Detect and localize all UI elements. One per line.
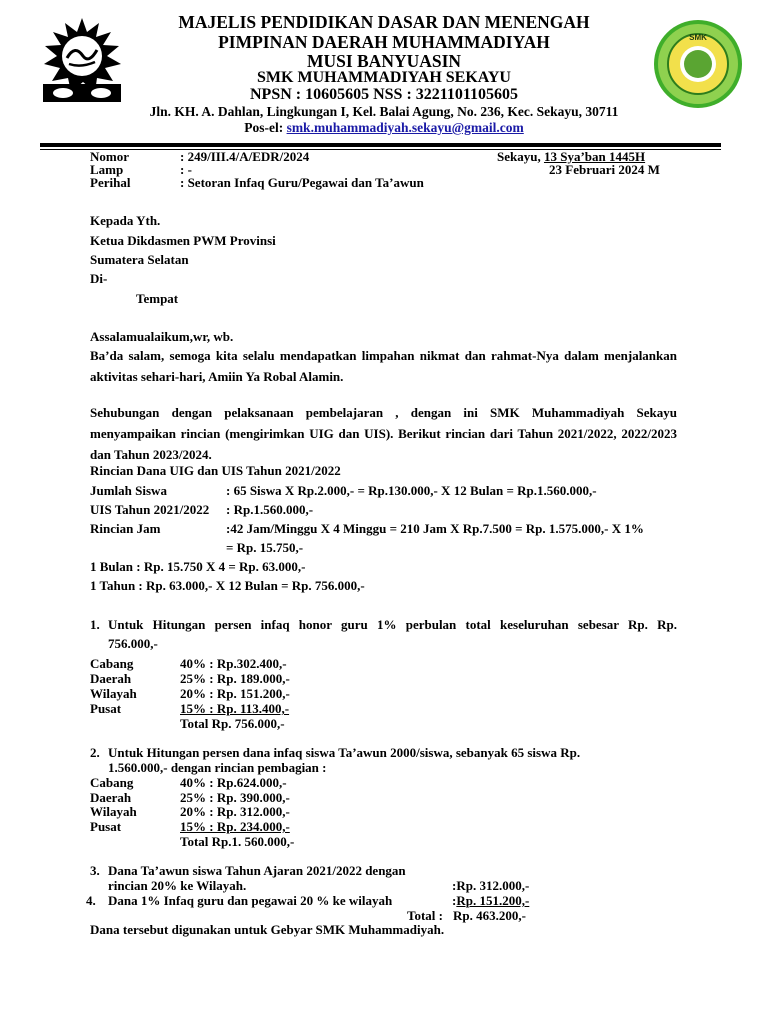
recipient-line-3: Sumatera Selatan — [90, 252, 189, 267]
recipient-line-4: Di- — [90, 271, 108, 286]
jam-label: Rincian Jam — [90, 521, 161, 536]
header-email-line — [0, 120, 768, 136]
s1-row-value-wilayah: 20% : Rp. 151.200,- — [180, 686, 290, 701]
s2-row-value-pusat: 15% : Rp. 234.000,- — [180, 819, 290, 834]
s1-row-value-cabang: 40% : Rp.302.400,- — [180, 656, 287, 671]
nomor-label: Nomor — [90, 149, 129, 164]
section4-amount — [452, 893, 529, 908]
perihal-value: : Setoran Infaq Guru/Pegawai dan Ta’awun — [180, 175, 424, 190]
jumlah-label: Jumlah Siswa — [90, 483, 167, 498]
s2-row-value-cabang: 40% : Rp.624.000,- — [180, 775, 287, 790]
place: Sekayu, — [497, 149, 541, 164]
masehi-date: 23 Februari 2024 M — [549, 162, 660, 177]
uis-value: : Rp.1.560.000,- — [226, 502, 314, 517]
header-line-2: PIMPINAN DAERAH MUHAMMADIYAH — [218, 32, 550, 52]
s1-row-label-pusat: Pusat — [90, 701, 122, 716]
perihal-label: Perihal — [90, 175, 131, 190]
uis-label: UIS Tahun 2021/2022 — [90, 502, 210, 517]
recipient-line-5: Tempat — [136, 291, 179, 306]
header-line-3: MUSI BANYUASIN — [306, 51, 462, 71]
s2-row-label-wilayah: Wilayah — [90, 804, 137, 819]
section1-number: 1. — [90, 617, 100, 632]
section3-text-2: rincian 20% ke Wilayah. — [108, 878, 247, 893]
hijri-date: 13 Sya’ban 1445H — [543, 149, 646, 164]
header-line-5: NPSN : 10605605 NSS : 3221101105605 — [249, 86, 519, 103]
jumlah-value: : 65 Siswa X Rp.2.000,- = Rp.130.000,- X 12 Bulan = Rp.1.560.000,- — [226, 483, 597, 498]
s2-row-label-pusat: Pusat — [90, 819, 122, 834]
lamp-value: : - — [180, 162, 192, 177]
s2-row-value-daerah: 25% : Rp. 390.000,- — [180, 790, 290, 805]
header-address: Jln. KH. A. Dahlan, Lingkungan I, Kel. Balai Agung, No. 236, Kec. Sekayu, 30711 — [149, 104, 619, 119]
recipient-line-2: Ketua Dikdasmen PWM Provinsi — [90, 233, 276, 248]
header-line-1: MAJELIS PENDIDIKAN DASAR DAN MENENGAH — [178, 12, 590, 32]
greeting: Assalamualaikum,wr, wb. — [90, 329, 234, 344]
intro-paragraph: Sehubungan dengan pelaksanaan pembelajaran , dengan ini SMK Muhammadiyah Sekayu menyampaikan rincian (mengirimkan UIG dan UIS). Berikut rincian dari Tahun 2021/2022, 2022/2023 dan Tahun 2023/2024. — [90, 405, 677, 462]
opening-paragraph: Ba’da salam, semoga kita selalu mendapatkan limpahan nikmat dan rahmat-Nya dalam menjalankan aktivitas sehari-hari, Amiin Ya Robal Alamin. — [90, 348, 677, 384]
s1-row-value-pusat: 15% : Rp. 113.400,- — [180, 701, 290, 716]
lamp-label: Lamp — [90, 162, 124, 177]
section2-text-2: 1.560.000,- dengan rincian pembagian : — [108, 760, 327, 775]
s2-row-label-cabang: Cabang — [90, 775, 134, 790]
section4-number: 4. — [86, 893, 96, 908]
logo-text: SMK — [689, 33, 707, 42]
s1-row-value-daerah: 25% : Rp. 189.000,- — [180, 671, 290, 686]
section3-number: 3. — [90, 863, 100, 878]
section2-number: 2. — [90, 745, 100, 760]
section3-text: Dana Ta’awun siswa Tahun Ajaran 2021/2022 dengan — [108, 863, 406, 878]
section4-colon: : — [452, 893, 457, 908]
bulan-line: 1 Bulan : Rp. 15.750 X 4 = Rp. 63.000,- — [90, 559, 306, 574]
s2-row-label-daerah: Daerah — [90, 790, 132, 805]
email-link[interactable]: smk.muhammadiyah.sekayu@gmail.com — [286, 120, 524, 135]
tahun-line: 1 Tahun : Rp. 63.000,- X 12 Bulan = Rp. 756.000,- — [90, 578, 365, 593]
s1-row-label-cabang: Cabang — [90, 656, 134, 671]
section1-text: Untuk Hitungan persen infaq honor guru 1% perbulan total keseluruhan sebesar Rp. Rp. — [108, 617, 677, 632]
grand-total-value: Rp. 463.200,- — [453, 908, 526, 923]
jam-value-2: = Rp. 15.750,- — [226, 540, 304, 555]
s2-row-value-wilayah: 20% : Rp. 312.000,- — [180, 804, 290, 819]
jam-value: :42 Jam/Minggu X 4 Minggu = 210 Jam X Rp.7.500 = Rp. 1.575.000,- X 1% — [226, 521, 644, 536]
s2-total: Total Rp.1. 560.000,- — [180, 834, 295, 849]
closing-line: Dana tersebut digunakan untuk Gebyar SMK Muhammadiyah. — [90, 922, 445, 937]
rincian-title: Rincian Dana UIG dan UIS Tahun 2021/2022 — [90, 463, 341, 478]
grand-total-label: Total : — [407, 908, 443, 923]
section3-amount: :Rp. 312.000,- — [452, 878, 530, 893]
s1-total: Total Rp. 756.000,- — [180, 716, 285, 731]
section4-value: Rp. 151.200,- — [456, 893, 530, 908]
s1-row-label-daerah: Daerah — [90, 671, 132, 686]
header-rule-thick — [40, 143, 721, 147]
nomor-value: : 249/III.4/A/EDR/2024 — [180, 149, 310, 164]
section4-text: Dana 1% Infaq guru dan pegawai 20 % ke wilayah — [108, 893, 393, 908]
recipient-line-1: Kepada Yth. — [90, 213, 161, 228]
section2-text: Untuk Hitungan persen dana infaq siswa Ta’awun 2000/siswa, sebanyak 65 siswa Rp. — [108, 745, 581, 760]
email-label: Pos-el: — [244, 120, 284, 135]
s1-row-label-wilayah: Wilayah — [90, 686, 137, 701]
section1-text-2: 756.000,- — [108, 636, 158, 651]
header-line-4: SMK MUHAMMADIYAH SEKAYU — [257, 69, 511, 86]
